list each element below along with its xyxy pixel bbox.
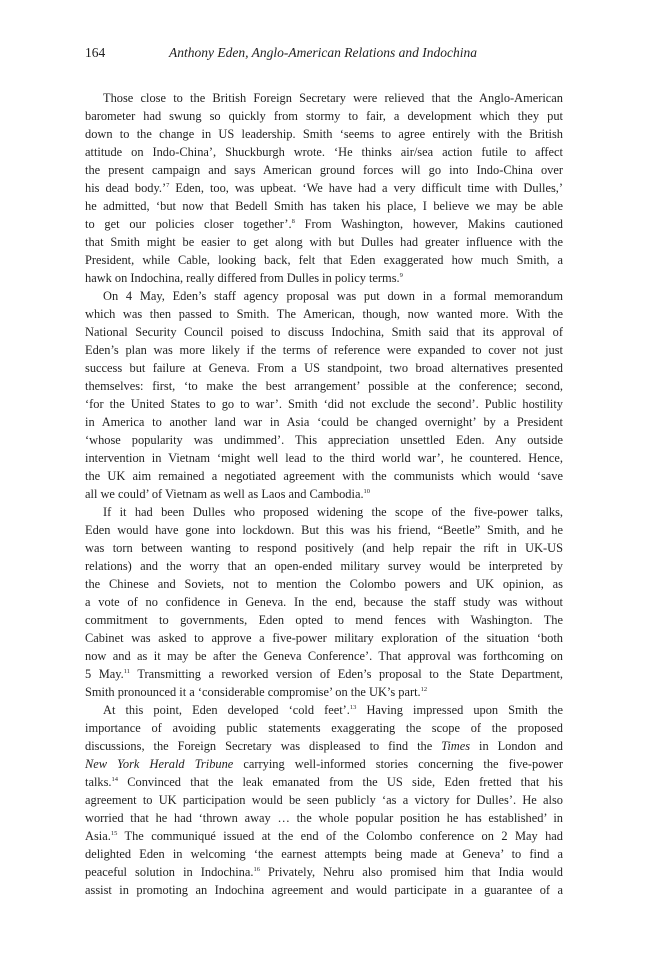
text-segment: all we could’ of Vietnam as well as Laos and Cambodia.	[85, 487, 364, 501]
text-line	[85, 233, 563, 251]
text-line	[85, 359, 563, 377]
text-segment: the Chinese and Soviets, not to mention the Colombo powers and UK opinion, as	[85, 577, 563, 591]
text-line	[85, 539, 563, 557]
text-segment: themselves: first, ‘to make the best arrangement’ possible at the conference; second,	[85, 379, 563, 393]
text-segment: Asia.	[85, 829, 111, 843]
text-segment: attitude on Indo-China’, Shuckburgh wrote. ‘He thinks air/sea action futile to affect	[85, 145, 563, 159]
text-segment: intervention in Vietnam ‘might well lead to the third world war’, he countered. Hence,	[85, 451, 563, 465]
footnote-marker: 7	[166, 182, 170, 189]
text-segment: The communiqué issued at the end of the Colombo conference on 2 May had	[117, 829, 563, 843]
text-line	[85, 503, 563, 521]
text-line	[85, 179, 563, 197]
text-line	[85, 737, 563, 755]
text-segment: which was then passed to Smith. The American, though, now wanted more. With the	[85, 307, 563, 321]
text-segment: discussions, the Foreign Secretary was displeased to find the	[85, 739, 442, 753]
text-segment: to get our policies closer together’.	[85, 217, 292, 231]
text-line	[85, 665, 563, 683]
text-segment: If it had been Dulles who proposed widening the scope of the five-power talks,	[103, 505, 563, 519]
text-line	[85, 863, 563, 881]
text-segment: assist in promoting an Indochina agreement and would participate in a guarantee of a	[85, 883, 563, 897]
text-line	[85, 215, 563, 233]
text-line	[85, 827, 563, 845]
text-segment: Cabinet was asked to approve a five-power military exploration of the situation ‘both	[85, 631, 563, 645]
footnote-marker: 14	[111, 776, 118, 783]
text-segment: agreement to UK participation would be seen publicly ‘as a victory for Dulles’. He also	[85, 793, 563, 807]
text-segment: hawk on Indochina, really differed from Dulles in policy terms.	[85, 271, 400, 285]
text-line	[85, 521, 563, 539]
text-line	[85, 647, 563, 665]
text-line	[85, 809, 563, 827]
text-segment: delighted Eden in welcoming ‘the earnest attempts being made at Geneva’ to find a	[85, 847, 563, 861]
footnote-marker: 15	[110, 830, 118, 837]
text-segment: now and as it may be after the Geneva Conference’. That approval was forthcoming on	[85, 649, 563, 663]
text-segment: in London and	[470, 739, 563, 753]
text-line	[85, 161, 563, 179]
text-segment: his dead body.’	[85, 181, 167, 195]
footnote-marker: 12	[420, 686, 428, 693]
paragraph	[85, 287, 563, 503]
text-segment: carrying well-informed stories concerning the five-power	[233, 757, 563, 771]
text-segment: Eden would have gone into lockdown. But this was his friend, “Beetle” Smith, and he	[85, 523, 563, 537]
text-line	[85, 719, 563, 737]
text-segment: ‘for the United States to go to war’. Smith ‘did not exclude the second’. Public hostility	[85, 397, 563, 411]
text-segment: he admitted, ‘but now that Bedell Smith has taken his place, I believe we may be able	[85, 199, 563, 213]
text-segment: barometer had swung so quickly from stormy to fair, a development which they put	[85, 109, 563, 123]
text-line	[85, 449, 563, 467]
text-segment: success but failure at Geneva. From a US standpoint, two broad alternatives presented	[85, 361, 563, 375]
running-title: Anthony Eden, Anglo-American Relations and Indochina	[169, 45, 477, 60]
text-line	[85, 485, 563, 503]
text-segment: Having impressed upon Smith the	[356, 703, 563, 717]
text-segment: ‘whose popularity was undimmed’. This appreciation unsettled Eden. Any outside	[85, 433, 563, 447]
text-segment: Smith pronounced it a ‘considerable compromise’ on the UK’s part.	[85, 685, 421, 699]
text-line	[85, 431, 563, 449]
text-line	[85, 323, 563, 341]
text-segment: Transmitting a reworked version of Eden’s proposal to the State Department,	[130, 667, 563, 681]
text-segment: On 4 May, Eden’s staff agency proposal was put down in a formal memorandum	[103, 289, 563, 303]
text-line	[85, 125, 563, 143]
footnote-marker: 13	[349, 704, 357, 711]
text-line	[85, 575, 563, 593]
paragraph	[85, 89, 563, 287]
text-segment: From Washington, however, Makins cautioned	[294, 217, 563, 231]
body-text	[85, 89, 563, 899]
footnote-marker: 11	[123, 668, 131, 675]
text-segment: commitment to governments, Eden opted to mend fences with Washington. The	[85, 613, 563, 627]
text-segment: Eden, too, was upbeat. ‘We have had a very difficult time with Dulles,’	[169, 181, 563, 195]
text-line	[85, 593, 563, 611]
text-segment: worried that he had ‘thrown away … the whole popular position he has established’ in	[85, 811, 563, 825]
page-number: 164	[85, 45, 106, 60]
text-line	[85, 773, 563, 791]
text-line	[85, 287, 563, 305]
text-line	[85, 611, 563, 629]
text-segment: peaceful solution in Indochina.	[85, 865, 254, 879]
paragraph	[85, 701, 563, 899]
text-line	[85, 467, 563, 485]
text-line	[85, 881, 563, 899]
text-segment: Convinced that the leak emanated from the US side, Eden fretted that his	[118, 775, 563, 789]
text-segment: 5 May.	[85, 667, 124, 681]
text-segment: down to the change in US leadership. Smith ‘seems to agree entirely with the British	[85, 127, 563, 141]
text-segment: National Security Council poised to discuss Indochina, Smith said that its approval of	[85, 325, 563, 339]
text-segment: Eden’s plan was more likely if the terms of reference were expanded to cover not just	[85, 343, 563, 357]
text-segment: the present campaign and says American ground forces will go into Indo-China over	[85, 163, 563, 177]
text-line	[85, 143, 563, 161]
footnote-marker: 16	[253, 866, 260, 873]
text-line	[85, 395, 563, 413]
text-line	[85, 755, 563, 773]
footnote-marker: 9	[399, 272, 403, 279]
text-line	[85, 629, 563, 647]
text-segment: talks.	[85, 775, 112, 789]
text-segment: that Smith might be easier to get along with but Dulles had greater influence with the	[85, 235, 563, 249]
footnote-marker: 8	[291, 218, 295, 225]
text-line	[85, 413, 563, 431]
text-segment: President, while Cable, looking back, felt that Eden exaggerated how much Smith, a	[85, 253, 563, 267]
text-segment: was torn between wanting to respond positively (and help repair the rift in UK-US	[85, 541, 563, 555]
text-line	[85, 341, 563, 359]
text-segment: importance of avoiding public statements exaggerating the scope of the proposed	[85, 721, 563, 735]
text-segment: the UK aim remained a negotiated agreement with the communists which would ‘save	[85, 469, 563, 483]
footnote-marker: 10	[363, 488, 371, 495]
text-line	[85, 377, 563, 395]
text-segment: in America to another land war in Asia ‘could be changed overnight’ by a President	[85, 415, 563, 429]
text-line	[85, 197, 563, 215]
text-line	[85, 791, 563, 809]
text-line	[85, 251, 563, 269]
text-line	[85, 107, 563, 125]
text-segment: Those close to the British Foreign Secretary were relieved that the Anglo-American	[103, 91, 563, 105]
text-line	[85, 683, 563, 701]
italic-text: New York Herald Tribune	[85, 757, 234, 771]
text-line	[85, 269, 563, 287]
text-segment: a vote of no confidence in Geneva. In the end, because the staff study was without	[85, 595, 563, 609]
paragraph	[85, 503, 563, 701]
text-segment: Privately, Nehru also promised him that India would	[259, 865, 563, 879]
text-segment: relations) and the worry that an open-ended military survey would be interpreted by	[85, 559, 563, 573]
text-line	[85, 305, 563, 323]
running-head	[85, 45, 565, 65]
text-line	[85, 89, 563, 107]
italic-text: Times	[441, 739, 471, 753]
text-segment: At this point, Eden developed ‘cold feet’.	[103, 703, 350, 717]
text-line	[85, 557, 563, 575]
text-line	[85, 845, 563, 863]
text-line	[85, 701, 563, 719]
